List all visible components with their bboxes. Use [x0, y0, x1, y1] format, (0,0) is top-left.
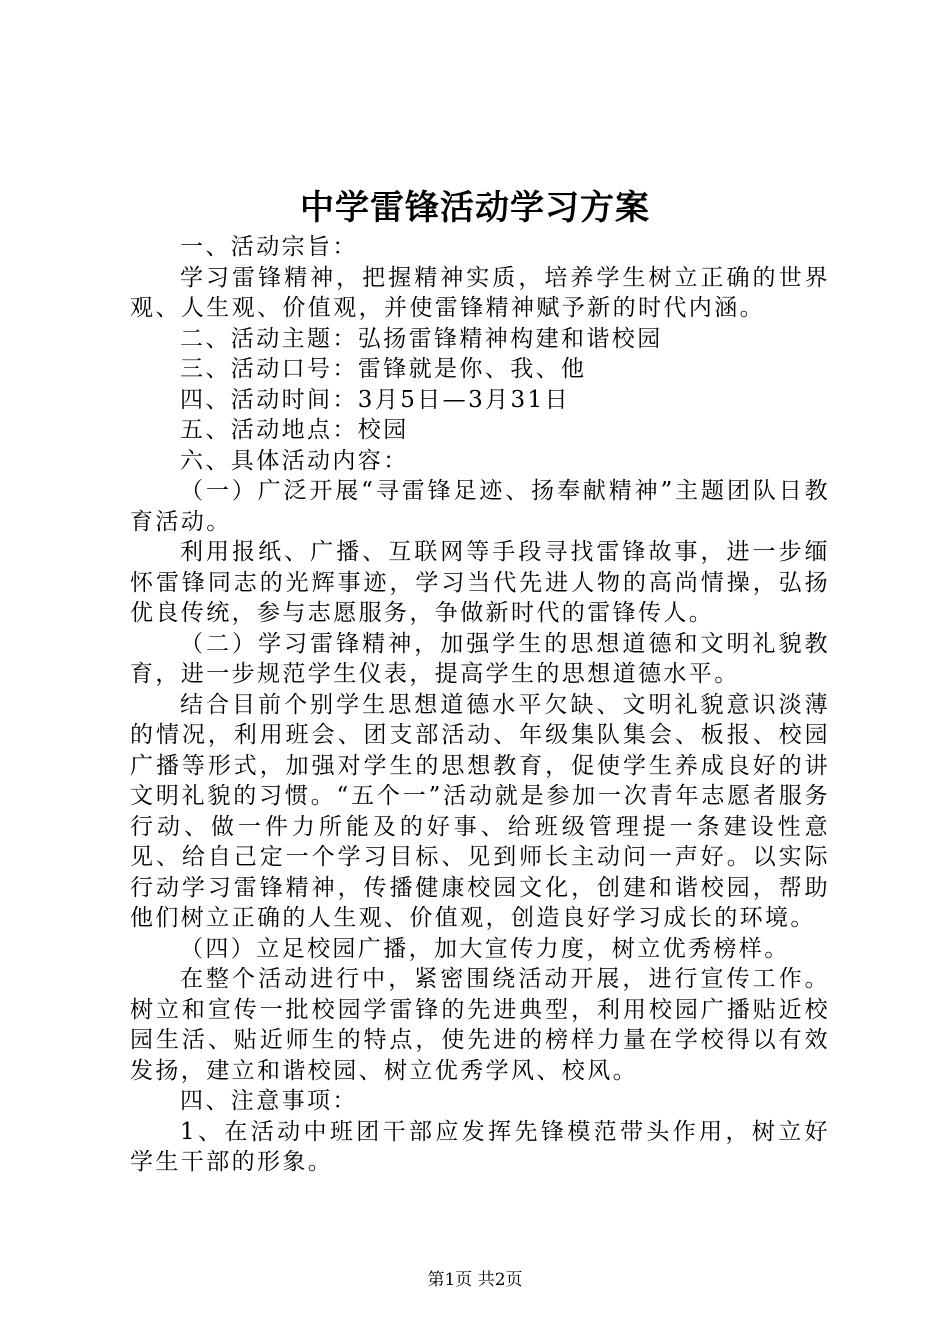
- paragraph-note-1: 1、在活动中班团干部应发挥先锋模范带头作用，树立好学生干部的形象。: [130, 1118, 830, 1175]
- document-body: [130, 232, 830, 1178]
- document-title: 中学雷锋活动学习方案: [300, 188, 650, 228]
- heading-slogan: 三、活动口号：雷锋就是你、我、他: [180, 356, 587, 382]
- paragraph-activity-1: 利用报纸、广播、互联网等手段寻找雷锋故事，进一步缅怀雷锋同志的光辉事迹，学习当代先进人物的高尚情操，弘扬优良传统，参与志愿服务，争做新时代的雷锋传人。: [130, 539, 830, 626]
- paragraph-purpose: 学习雷锋精神，把握精神实质，培养学生树立正确的世界观、人生观、价值观，并使雷锋精神赋予新的时代内涵。: [130, 264, 830, 321]
- heading-notes: 四、注意事项：: [180, 1088, 358, 1114]
- heading-purpose: 一、活动宗旨：: [180, 234, 358, 260]
- page-number-footer: 第1页 共2页: [427, 1270, 523, 1290]
- paragraph-activity-4: 在整个活动进行中，紧密围绕活动开展，进行宣传工作。树立和宣传一批校园学雷锋的先进典型，利用校园广播贴近校园生活、贴近师生的特点，使先进的榜样力量在学校得以有效发扬，建立和谐校园、树立优秀学风、校风。: [130, 966, 830, 1084]
- subheading-activity-1: （一）广泛开展“寻雷锋足迹、扬奉献精神”主题团队日教育活动。: [130, 478, 830, 535]
- heading-theme: 二、活动主题：弘扬雷锋精神构建和谐校园: [180, 325, 663, 352]
- subheading-activity-2: （二）学习雷锋精神，加强学生的思想道德和文明礼貌教育，进一步规范学生仪表，提高学生的思想道德水平。: [130, 630, 830, 687]
- heading-content: 六、具体活动内容：: [180, 447, 409, 474]
- heading-location: 五、活动地点：校园: [180, 417, 409, 443]
- paragraph-activity-2: 结合目前个别学生思想道德水平欠缺、文明礼貌意识淡薄的情况，利用班会、团支部活动、年级集队集会、板报、校园广播等形式，加强对学生的思想教育，促使学生养成良好的讲文明礼貌的习惯。“五个一”活动就是参加一次青年志愿者服务行动、做一件力所能及的好事、给班级管理提一条建设性意见、给自己定一个学习目标、见到师长主动问一声好。以实际行动学习雷锋精神，传播健康校园文化，创建和谐校园，帮助他们树立正确的人生观、价值观，创造良好学习成长的环境。: [130, 691, 830, 931]
- subheading-activity-4: （四）立足校园广播，加大宣传力度，树立优秀榜样。: [180, 935, 790, 962]
- heading-time: 四、活动时间：3月5日—3月31日: [180, 386, 570, 413]
